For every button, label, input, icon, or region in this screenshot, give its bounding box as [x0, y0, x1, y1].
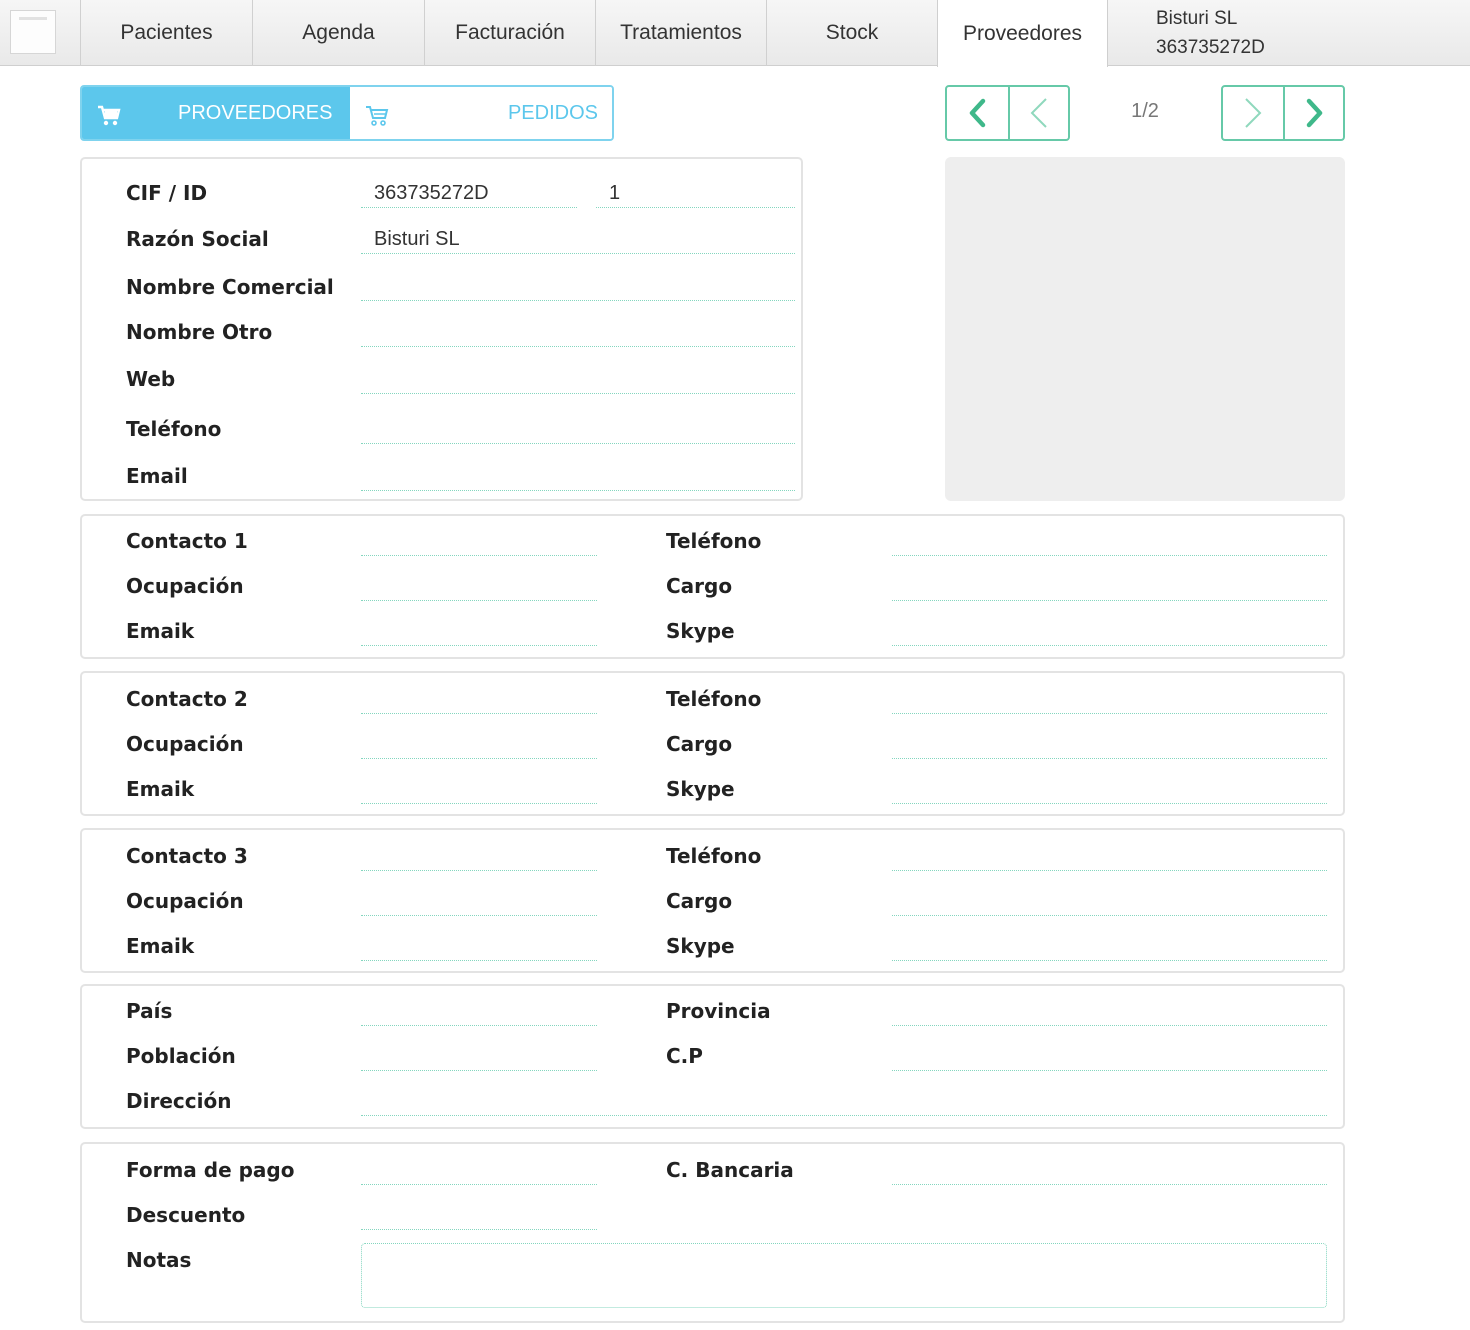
- contacto-3-label: Contacto 3: [126, 844, 248, 868]
- contacto-1-telefono-field[interactable]: [892, 528, 1327, 556]
- contacto-1-field[interactable]: [361, 528, 597, 556]
- current-record-info: [1156, 4, 1265, 62]
- contacto-2-label: Contacto 2: [126, 687, 248, 711]
- contacto-2-ocupacion-label: Ocupación: [126, 732, 244, 756]
- contacto-2-field[interactable]: [361, 686, 597, 714]
- section-switcher: [80, 85, 614, 141]
- chevron-left-icon: [1028, 97, 1050, 129]
- record-counter: 1/2: [1131, 100, 1159, 122]
- supplier-image-placeholder[interactable]: [945, 157, 1345, 501]
- provincia-field[interactable]: [892, 998, 1327, 1026]
- email-field[interactable]: [361, 463, 795, 491]
- web-field[interactable]: [361, 366, 795, 394]
- contacto-1-skype-label: Skype: [666, 619, 735, 643]
- record-name: Bisturi SL: [1156, 8, 1238, 29]
- chevron-left-bold-icon: [967, 98, 989, 128]
- contacto-1-cargo-field[interactable]: [892, 573, 1327, 601]
- contacto-3-telefono-label: Teléfono: [666, 844, 762, 868]
- cp-field[interactable]: [892, 1043, 1327, 1071]
- contacto-1-ocupacion-field[interactable]: [361, 573, 597, 601]
- cuenta-bancaria-label: C. Bancaria: [666, 1158, 794, 1182]
- descuento-field[interactable]: [361, 1202, 597, 1230]
- contacto-2-email-field[interactable]: [361, 776, 597, 804]
- contacto-2-telefono-field[interactable]: [892, 686, 1327, 714]
- cif-field[interactable]: 363735272D: [361, 180, 577, 208]
- poblacion-label: Población: [126, 1044, 236, 1068]
- contacto-1-ocupacion-label: Ocupación: [126, 574, 244, 598]
- contacto-3-email-label: Emaik: [126, 934, 195, 958]
- next-record-button[interactable]: [1221, 85, 1285, 141]
- web-label: Web: [126, 367, 176, 391]
- pedidos-label: PEDIDOS: [507, 102, 598, 124]
- nombre-otro-field[interactable]: [361, 319, 795, 347]
- cif-label: CIF / ID: [126, 181, 208, 205]
- contacto-2-cargo-field[interactable]: [892, 731, 1327, 759]
- contacto-3-email-field[interactable]: [361, 933, 597, 961]
- tab-facturacion[interactable]: Facturación: [424, 0, 595, 66]
- contacto-3-skype-label: Skype: [666, 934, 735, 958]
- cart-outline-icon: [364, 103, 390, 127]
- nombre-otro-label: Nombre Otro: [126, 320, 273, 344]
- cart-icon: [96, 103, 122, 127]
- tab-stock[interactable]: Stock: [766, 0, 937, 66]
- contacto-2-skype-label: Skype: [666, 777, 735, 801]
- telefono-label: Teléfono: [126, 417, 222, 441]
- notas-textarea[interactable]: [361, 1243, 1327, 1308]
- nombre-comercial-label: Nombre Comercial: [126, 275, 334, 299]
- record-id: 363735272D: [1156, 37, 1265, 58]
- tab-tratamientos[interactable]: Tratamientos: [595, 0, 766, 66]
- contacto-2-ocupacion-field[interactable]: [361, 731, 597, 759]
- contacto-3-ocupacion-field[interactable]: [361, 888, 597, 916]
- contacto-1-email-field[interactable]: [361, 618, 597, 646]
- tab-proveedores[interactable]: Proveedores: [937, 0, 1108, 67]
- proveedores-button[interactable]: [82, 87, 350, 139]
- app-logo[interactable]: [10, 10, 56, 54]
- razon-social-label: Razón Social: [126, 227, 269, 251]
- tab-agenda[interactable]: Agenda: [252, 0, 424, 66]
- contacto-2-cargo-label: Cargo: [666, 732, 733, 756]
- contacto-1-label: Contacto 1: [126, 529, 248, 553]
- previous-record-button[interactable]: [1008, 85, 1070, 141]
- pedidos-button[interactable]: [350, 87, 612, 139]
- proveedores-label: PROVEEDORES: [178, 102, 333, 124]
- pais-label: País: [126, 999, 173, 1023]
- forma-pago-field[interactable]: [361, 1157, 597, 1185]
- razon-social-field[interactable]: Bisturi SL: [361, 226, 795, 254]
- first-record-button[interactable]: [945, 85, 1010, 141]
- contacto-2-skype-field[interactable]: [892, 776, 1327, 804]
- contacto-3-cargo-label: Cargo: [666, 889, 733, 913]
- chevron-right-bold-icon: [1303, 98, 1325, 128]
- cuenta-bancaria-field[interactable]: [892, 1157, 1327, 1185]
- contacto-3-field[interactable]: [361, 843, 597, 871]
- nombre-comercial-field[interactable]: [361, 273, 795, 301]
- contacto-1-skype-field[interactable]: [892, 618, 1327, 646]
- contacto-2-telefono-label: Teléfono: [666, 687, 762, 711]
- id-field[interactable]: 1: [596, 180, 795, 208]
- contacto-1-email-label: Emaik: [126, 619, 195, 643]
- contacto-2-email-label: Emaik: [126, 777, 195, 801]
- contacto-3-telefono-field[interactable]: [892, 843, 1327, 871]
- provincia-label: Provincia: [666, 999, 771, 1023]
- cp-label: C.P: [666, 1044, 703, 1068]
- contacto-1-telefono-label: Teléfono: [666, 529, 762, 553]
- contacto-3-cargo-field[interactable]: [892, 888, 1327, 916]
- direccion-label: Dirección: [126, 1089, 232, 1113]
- poblacion-field[interactable]: [361, 1043, 597, 1071]
- last-record-button[interactable]: [1283, 85, 1345, 141]
- pais-field[interactable]: [361, 998, 597, 1026]
- contacto-3-skype-field[interactable]: [892, 933, 1327, 961]
- notas-label: Notas: [126, 1248, 192, 1272]
- email-label: Email: [126, 464, 188, 488]
- chevron-right-icon: [1242, 97, 1264, 129]
- contacto-1-cargo-label: Cargo: [666, 574, 733, 598]
- descuento-label: Descuento: [126, 1203, 246, 1227]
- telefono-field[interactable]: [361, 416, 795, 444]
- top-nav-bar: [0, 0, 1470, 66]
- contacto-3-ocupacion-label: Ocupación: [126, 889, 244, 913]
- forma-pago-label: Forma de pago: [126, 1158, 295, 1182]
- direccion-field[interactable]: [361, 1088, 1327, 1116]
- tab-pacientes[interactable]: Pacientes: [80, 0, 252, 66]
